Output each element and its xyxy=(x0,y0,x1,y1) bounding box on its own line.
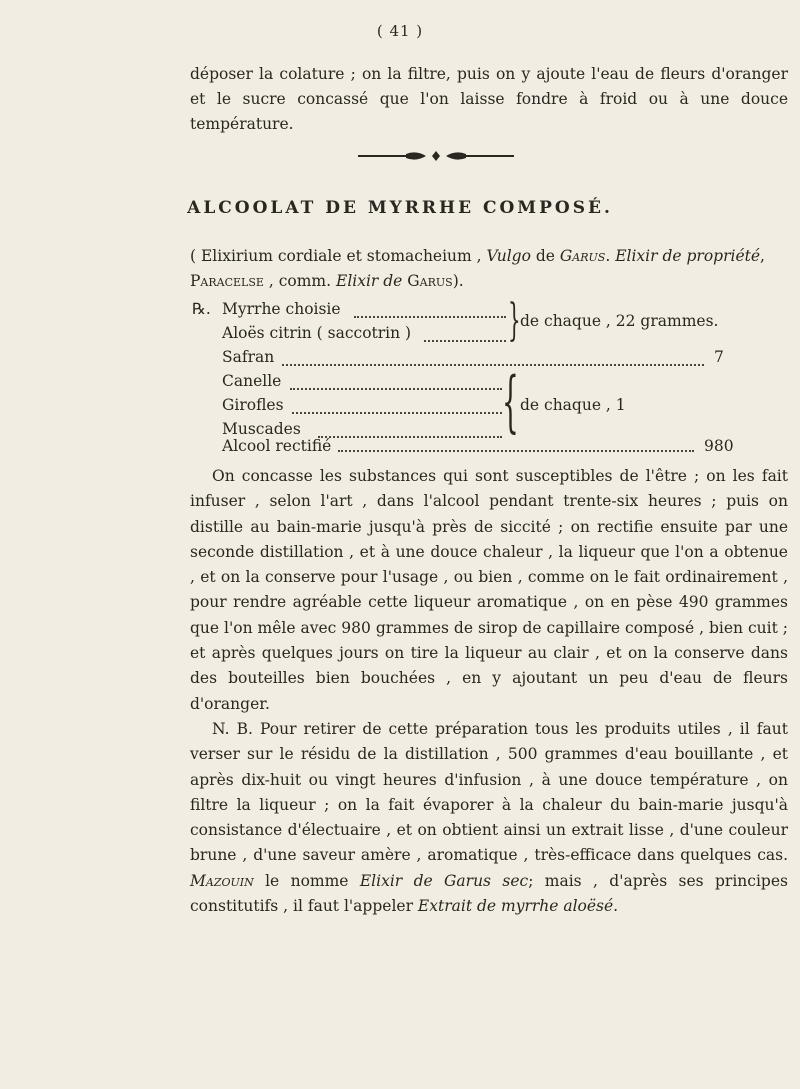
ingredient-safran: Safran xyxy=(222,348,275,366)
brace: } xyxy=(508,295,521,346)
nb-author: Mazouin xyxy=(190,871,254,890)
intro-paragraph: déposer la colature ; on la filtre, puis on y ajoute l'eau de fleurs d'oranger et le sucre concassé que l'on laisse fondre à froid ou à une douce température. xyxy=(190,65,788,133)
group1-quantity: de chaque , 22 grammes. xyxy=(520,312,719,330)
alcool-row xyxy=(190,437,788,464)
brace: { xyxy=(502,363,519,440)
ingredient-girofles: Girofles xyxy=(222,396,284,414)
nb-text-2: le nomme xyxy=(265,871,349,890)
ingredient-aloes: Aloës citrin ( saccotrin ) xyxy=(222,324,412,342)
subtitle-de: de xyxy=(535,247,555,265)
nb-label: N. B. xyxy=(212,719,253,738)
section-subtitle: ( Elixirium cordiale et stomacheium , Vulgo de Garus. Elixir de propriété, Paracelse , comm. Elixir de Garus). xyxy=(190,247,765,290)
nb-extrait: Extrait de myrrhe aloësé. xyxy=(417,897,619,916)
nb-text-1: Pour retirer de cette préparation tous les produits utiles , il faut verser sur le résidu de la distillation , 500 grammes d'eau bouillante , et après dix-huit ou vingt heures d'infusion , à une douce température , on filtre la liqueur ; on la fait évaporer à la chaleur du bain-marie jusqu'à consistance d'électuaire , et on obtient ainsi un extrait lisse , d'une couleur brune , d'une saveur amère , aromatique , très-efficace dans quelques cas. xyxy=(190,719,788,865)
group2-quantity: de chaque , 1 xyxy=(520,396,626,414)
ingredient-myrrhe: Myrrhe choisie xyxy=(222,300,341,318)
alcool-quantity: 980 xyxy=(704,437,734,455)
subtitle-close: ). xyxy=(452,272,464,290)
ingredient-canelle: Canelle xyxy=(222,372,282,390)
subtitle-paracelse: Paracelse xyxy=(190,272,264,290)
safran-quantity: 7 xyxy=(714,348,724,366)
subtitle-elixir-prop: Elixir de propriété xyxy=(615,247,761,265)
subtitle-vulgo: Vulgo xyxy=(486,247,531,265)
subtitle-garus: Garus xyxy=(559,247,606,265)
section-title: ALCOOLAT DE MYRRHE COMPOSÉ. xyxy=(187,198,613,218)
nb-elixir: Elixir de Garus sec xyxy=(359,871,529,890)
nb-paragraph xyxy=(190,717,788,919)
subtitle-elixir-de: Elixir de xyxy=(336,272,403,290)
subtitle-open: ( Elixirium cordiale et stomacheium , xyxy=(190,247,482,265)
ingredient-muscades: Muscades xyxy=(222,420,301,438)
nb-text-3: ; mais , d'après ses principes constitutifs , il faut l'appeler xyxy=(190,871,788,916)
body-text xyxy=(190,437,788,919)
subtitle-garus2: Garus xyxy=(407,272,453,290)
subtitle-comm: , comm. xyxy=(268,272,332,290)
method-paragraph: On concasse les substances qui sont susceptibles de l'être ; on les fait infuser , selon l'art , dans l'alcool pendant trente-six heures ; puis on distille au bain-marie jusqu'à près de siccité ; on rectifie ensuite par une seconde distillation , et à une douce chaleur , la liqueur que l'on a obtenue , et on la conserve pour l'usage , ou bien , comme on le fait ordinairement , pour rendre agréable cette liqueur aromatique , on en pèse 490 grammes que l'on mêle avec 980 grammes de sirop de capillaire composé , bien cuit ; et après quelques jours on tire la liqueur au clair , et on la conserve dans des bouteilles bien bouchées , en y ajoutant un peu d'eau de fleurs d'oranger. xyxy=(190,467,788,713)
recipe-symbol: ℞. xyxy=(192,300,211,318)
page-number: ( 41 ) xyxy=(376,22,424,40)
ingredient-alcool: Alcool rectifié xyxy=(222,437,332,455)
dot-leader xyxy=(338,450,694,452)
